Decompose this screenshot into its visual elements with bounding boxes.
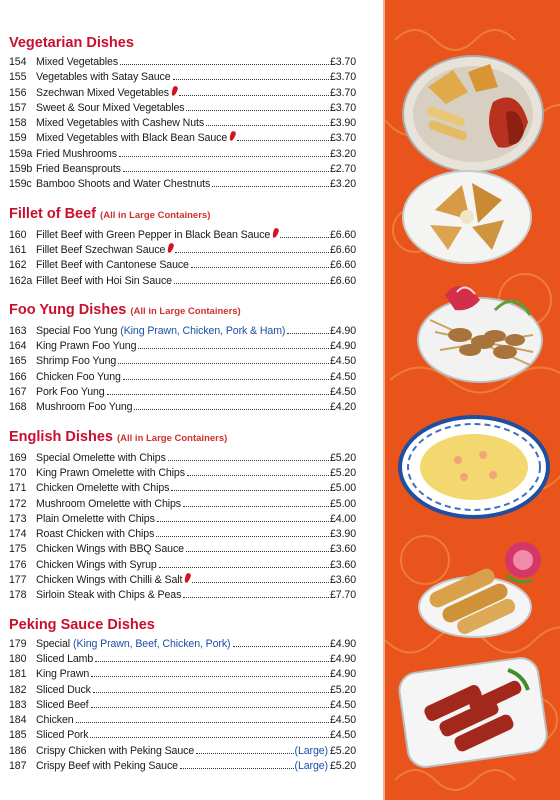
menu-item — [9, 274, 356, 289]
item-price: £3.60 — [329, 558, 356, 571]
item-number: 155 — [9, 71, 27, 84]
chilli-icon — [229, 131, 237, 142]
item-name: Sliced Beef — [36, 698, 89, 711]
item-price: £6.60 — [329, 274, 356, 287]
dot-leader — [95, 661, 329, 662]
item-price: £3.20 — [329, 147, 356, 160]
item-price: £4.00 — [329, 512, 356, 525]
section-title — [9, 616, 356, 634]
item-price: £4.50 — [329, 370, 356, 383]
menu-item — [9, 667, 356, 682]
dot-leader — [91, 676, 329, 677]
item-name: Chicken Wings with BBQ Sauce — [36, 543, 184, 556]
menu-item — [9, 370, 356, 385]
chilli-icon — [170, 85, 178, 96]
dot-leader — [191, 267, 329, 268]
dot-leader — [120, 64, 329, 65]
item-name: Plain Omelette with Chips — [36, 512, 155, 525]
section-title-text: English Dishes — [9, 428, 113, 445]
section-title-text: Foo Yung Dishes — [9, 301, 127, 318]
item-number: 185 — [9, 729, 27, 742]
item-name: King Prawn Foo Yung — [36, 340, 137, 353]
item-number: 182 — [9, 683, 27, 696]
item-price: £2.70 — [329, 163, 356, 176]
dot-leader — [168, 460, 329, 461]
item-name: Fried Mushrooms — [36, 147, 117, 160]
item-price: £4.50 — [329, 714, 356, 727]
dot-leader — [174, 283, 329, 284]
item-name: Mushroom Omelette with Chips — [36, 497, 181, 510]
sesame-prawn-toast-photo — [400, 165, 535, 265]
menu-item — [9, 698, 356, 713]
item-price: £5.20 — [329, 466, 356, 479]
section-title-text: Vegetarian Dishes — [9, 35, 134, 51]
item-price: £4.20 — [329, 401, 356, 414]
menu-item — [9, 324, 356, 339]
menu-item — [9, 400, 356, 415]
menu-item — [9, 558, 356, 573]
item-price: £5.20 — [329, 451, 356, 464]
item-price: £3.70 — [329, 71, 356, 84]
section-title — [9, 301, 356, 321]
item-name: Sirloin Steak with Chips & Peas — [36, 589, 182, 602]
item-number: 178 — [9, 589, 27, 602]
item-name: Mixed Vegetables — [36, 56, 119, 68]
dot-leader — [212, 186, 329, 187]
dot-leader — [157, 521, 329, 522]
item-name: Sliced Pork — [36, 729, 89, 742]
dot-leader — [156, 536, 329, 537]
item-price: £6.60 — [329, 243, 356, 256]
item-number: 170 — [9, 466, 27, 479]
menu-item — [9, 228, 356, 243]
menu-item — [9, 466, 356, 481]
dot-leader — [237, 140, 329, 141]
menu-item — [9, 512, 356, 527]
dot-leader — [179, 95, 329, 96]
item-number: 158 — [9, 117, 27, 130]
item-price: £3.70 — [329, 86, 356, 99]
item-name: Fried Beansprouts — [36, 163, 121, 176]
spare-ribs-photo — [398, 655, 548, 770]
item-number: 156 — [9, 86, 27, 99]
menu-item — [9, 177, 356, 192]
item-name: Special — [36, 637, 71, 650]
item-contents: (King Prawn, Beef, Chicken, Pork) — [73, 637, 231, 650]
item-price: £5.20 — [329, 683, 356, 696]
item-price: £6.60 — [329, 259, 356, 272]
item-number: 181 — [9, 668, 27, 681]
item-name: Roast Chicken with Chips — [36, 528, 155, 541]
section-note: (All in Large Containers) — [130, 305, 241, 317]
menu-item — [9, 652, 356, 667]
dot-leader — [196, 753, 293, 754]
item-name: Crispy Chicken with Peking Sauce — [36, 744, 195, 757]
dot-leader — [233, 646, 329, 647]
section-title-text: Peking Sauce Dishes — [9, 616, 155, 633]
menu-item — [9, 542, 356, 557]
section-note: (All in Large Containers) — [100, 209, 211, 221]
menu-item — [9, 385, 356, 400]
dot-leader — [123, 379, 329, 380]
item-price: £4.50 — [329, 698, 356, 711]
item-price: £4.50 — [329, 355, 356, 368]
item-number: 169 — [9, 451, 27, 464]
menu-item — [9, 683, 356, 698]
menu-item — [9, 637, 356, 652]
item-number: 160 — [9, 228, 27, 241]
menu-item — [9, 497, 356, 512]
item-number: 174 — [9, 528, 27, 541]
item-name: Bamboo Shoots and Water Chestnuts — [36, 178, 211, 191]
item-price: £4.90 — [329, 324, 356, 337]
dot-leader — [76, 722, 329, 723]
menu-item — [9, 147, 356, 162]
item-number: 186 — [9, 744, 27, 757]
item-name: Szechwan Mixed Vegetables — [36, 86, 169, 99]
item-name: Mixed Vegetables with Black Bean Sauce — [36, 132, 228, 145]
menu-item — [9, 116, 356, 131]
dot-leader — [90, 737, 329, 738]
chicken-satay-skewers-photo — [415, 270, 545, 385]
item-number: 159 — [9, 132, 27, 145]
dot-leader — [183, 597, 329, 598]
item-name: Fillet Beef with Hoi Sin Sauce — [36, 274, 172, 287]
item-price: £5.00 — [329, 482, 356, 495]
dot-leader — [171, 490, 329, 491]
item-number: 162 — [9, 259, 27, 272]
item-number: 164 — [9, 340, 27, 353]
item-price: £4.90 — [329, 637, 356, 650]
menu-item — [9, 759, 356, 774]
menu-item — [9, 573, 356, 588]
item-number: 154 — [9, 56, 27, 68]
item-price: £4.90 — [329, 652, 356, 665]
menu-column — [9, 28, 356, 774]
item-number: 179 — [9, 637, 27, 650]
dot-leader — [187, 475, 329, 476]
item-price: £5.00 — [329, 497, 356, 510]
item-name: Mixed Vegetables with Cashew Nuts — [36, 117, 205, 130]
item-name: King Prawn — [36, 668, 90, 681]
chilli-icon — [272, 227, 280, 238]
foo-yung-omelette-photo — [398, 415, 550, 520]
item-name: Chicken — [36, 714, 74, 727]
menu-item — [9, 588, 356, 603]
item-price: £6.60 — [329, 228, 356, 241]
item-number: 163 — [9, 324, 27, 337]
item-number: 171 — [9, 482, 27, 495]
item-number: 159a — [9, 147, 33, 160]
item-price: £3.90 — [329, 117, 356, 130]
dot-leader — [192, 582, 329, 583]
item-name: Sliced Lamb — [36, 652, 94, 665]
item-price: £5.20 — [329, 759, 356, 772]
item-number: 157 — [9, 101, 27, 114]
chilli-icon — [184, 572, 192, 583]
menu-item — [9, 339, 356, 354]
item-number: 175 — [9, 543, 27, 556]
dot-leader — [180, 768, 294, 769]
dot-leader — [134, 409, 329, 410]
menu-item — [9, 354, 356, 369]
menu-item — [9, 451, 356, 466]
section-title — [9, 34, 356, 52]
menu-item — [9, 86, 356, 101]
item-number: 165 — [9, 355, 27, 368]
item-name: Special Foo Yung — [36, 324, 118, 337]
item-price: £7.70 — [329, 589, 356, 602]
item-name: Vegetables with Satay Sauce — [36, 71, 171, 84]
dot-leader — [91, 707, 329, 708]
menu-item — [9, 162, 356, 177]
dot-leader — [93, 692, 329, 693]
item-name: Special Omelette with Chips — [36, 451, 166, 464]
spring-rolls-photo — [415, 535, 545, 640]
item-name: Pork Foo Yung — [36, 386, 105, 399]
item-name: Fillet Beef with Cantonese Sauce — [36, 259, 189, 272]
item-size: (Large) — [294, 744, 328, 757]
item-price: £3.60 — [329, 574, 356, 587]
item-price: £3.90 — [329, 528, 356, 541]
dot-leader — [107, 394, 329, 395]
item-price: £5.20 — [329, 744, 356, 757]
menu-item — [9, 131, 356, 146]
item-price: £4.90 — [329, 340, 356, 353]
item-price: £3.60 — [329, 543, 356, 556]
dot-leader — [183, 506, 329, 507]
item-number: 167 — [9, 386, 27, 399]
item-name: Chicken Foo Yung — [36, 370, 121, 383]
menu-item — [9, 527, 356, 542]
item-price: £4.90 — [329, 668, 356, 681]
item-price: £3.20 — [329, 178, 356, 191]
menu-item — [9, 243, 356, 258]
item-number: 184 — [9, 714, 27, 727]
item-price: £3.70 — [329, 132, 356, 145]
item-name: Fillet Beef Szechwan Sauce — [36, 243, 166, 256]
item-number: 187 — [9, 759, 27, 772]
menu-item — [9, 744, 356, 759]
dot-leader — [186, 551, 329, 552]
dot-leader — [287, 333, 329, 334]
menu-item — [9, 55, 356, 70]
item-name: Chicken Omelette with Chips — [36, 482, 170, 495]
section-title — [9, 428, 356, 448]
chilli-icon — [167, 242, 175, 253]
item-contents: (King Prawn, Chicken, Pork & Ham) — [120, 324, 286, 337]
item-number: 159b — [9, 163, 33, 176]
section-title-text: Fillet of Beef — [9, 205, 97, 222]
dot-leader — [175, 252, 329, 253]
item-number: 177 — [9, 574, 27, 587]
dot-leader — [119, 156, 329, 157]
mixed-starter-platter-photo — [398, 42, 548, 182]
item-size: (Large) — [294, 759, 328, 772]
item-number: 176 — [9, 558, 27, 571]
dot-leader — [206, 125, 329, 126]
item-number: 159c — [9, 178, 32, 191]
item-number: 168 — [9, 401, 27, 414]
item-name: Shrimp Foo Yung — [36, 355, 117, 368]
item-number: 162a — [9, 274, 33, 287]
menu-item — [9, 481, 356, 496]
dot-leader — [173, 79, 329, 80]
item-number: 180 — [9, 652, 27, 665]
menu-item — [9, 101, 356, 116]
item-price: £3.70 — [329, 56, 356, 68]
section-title — [9, 205, 356, 225]
item-price: £3.70 — [329, 101, 356, 114]
item-price: £4.50 — [329, 386, 356, 399]
item-name: Chicken Wings with Chilli & Salt — [36, 574, 183, 587]
item-name: Sliced Duck — [36, 683, 91, 696]
dot-leader — [118, 363, 329, 364]
item-name: Sweet & Sour Mixed Vegetables — [36, 101, 185, 114]
dot-leader — [280, 237, 329, 238]
section-note: (All in Large Containers) — [116, 432, 228, 444]
menu-item — [9, 728, 356, 743]
item-number: 166 — [9, 370, 27, 383]
item-number: 172 — [9, 497, 27, 510]
item-name: Crispy Beef with Peking Sauce — [36, 759, 178, 772]
menu-item — [9, 258, 356, 273]
item-name: Fillet Beef with Green Pepper in Black Bean Sauce — [36, 228, 271, 241]
item-name: King Prawn Omelette with Chips — [36, 466, 185, 479]
item-number: 173 — [9, 512, 27, 525]
menu-item — [9, 70, 356, 85]
item-number: 183 — [9, 698, 27, 711]
item-name: Mushroom Foo Yung — [36, 401, 133, 414]
dot-leader — [123, 171, 329, 172]
item-number: 161 — [9, 243, 27, 256]
dot-leader — [159, 567, 329, 568]
item-price: £4.50 — [329, 729, 356, 742]
item-name: Chicken Wings with Syrup — [36, 558, 157, 571]
menu-item — [9, 713, 356, 728]
dot-leader — [138, 348, 329, 349]
dot-leader — [186, 110, 329, 111]
